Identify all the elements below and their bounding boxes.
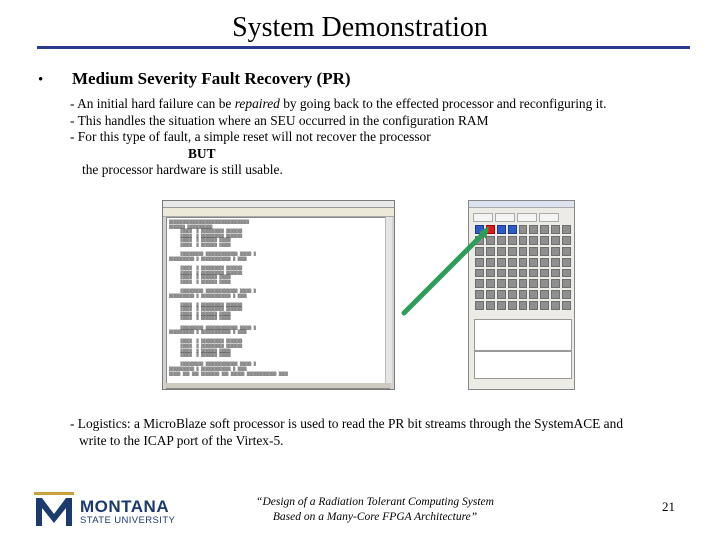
body-line-5: the processor hardware is still usable. <box>82 162 283 178</box>
slide-title: System Demonstration <box>232 12 488 43</box>
arrow-shaft <box>404 231 486 313</box>
footer-line-1: “Design of a Radiation Tolerant Computing System <box>256 496 494 508</box>
logo-subtitle: STATE UNIVERSITY <box>80 515 176 526</box>
logo-wordmark: MONTANA <box>80 497 170 516</box>
logistics-text <box>70 416 690 449</box>
body-line-3: - For this type of fault, a simple reset will not recover the processor <box>70 129 431 145</box>
console-output-image: ▒▒▒▒▒▒▒▒▒▒▒▒▒▒▒▒▒▒▒▒▒▒▒▒▒▒▒▒▒▒▒▒▒▒▒ ▒▒▒▒▒▒▒ ▒▒▒▒▒▒▒▒▒▒▒ ▒▒▒▒▒ ▒ ▒▒▒▒▒▒▒▒▒▒ ▒▒▒▒▒▒▒ ▒▒▒▒▒ ▒ ▒▒▒▒▒▒▒▒▒▒ ▒▒▒▒▒▒▒ ▒▒▒▒▒ ▒ ▒▒▒▒▒▒▒ ▒▒▒▒▒ ▒▒▒▒▒ ▒ ▒▒▒▒▒▒▒ ▒▒▒▒▒ ▒▒▒▒▒▒▒▒▒▒ ▒▒▒▒▒▒▒▒▒▒▒▒▒▒ ▒▒▒▒▒ ▒ ▒▒▒▒▒▒▒▒▒▒▒ ▒ ▒▒▒▒▒▒▒▒▒▒▒▒▒ ▒ ▒▒▒▒ ▒▒▒▒▒ ▒ ▒▒▒▒▒▒▒▒▒▒ ▒▒▒▒▒▒▒ ▒▒▒▒▒ ▒ ▒▒▒▒▒▒▒▒▒▒ ▒▒▒▒▒▒▒ ▒▒▒▒▒ ▒ ▒▒▒▒▒▒▒ ▒▒▒▒▒ ▒▒▒▒▒ ▒ ▒▒▒▒▒▒▒ ▒▒▒▒▒ ▒▒▒▒▒▒▒▒▒▒ ▒▒▒▒▒▒▒▒▒▒▒▒▒▒ ▒▒▒▒▒ ▒ ▒▒▒▒▒▒▒▒▒▒▒ ▒ ▒▒▒▒▒▒▒▒▒▒▒▒▒ ▒ ▒▒▒▒ ▒▒▒▒▒ ▒ ▒▒▒▒▒▒▒▒▒▒ ▒▒▒▒▒▒▒ ▒▒▒▒▒ ▒ ▒▒▒▒▒▒▒▒▒▒ ▒▒▒▒▒▒▒ ▒▒▒▒▒ ▒ ▒▒▒▒▒▒▒ ▒▒▒▒▒ ▒▒▒▒▒ ▒ ▒▒▒▒▒▒▒ ▒▒▒▒▒ ▒▒▒▒▒▒▒▒▒▒ ▒▒▒▒▒▒▒▒▒▒▒▒▒▒ ▒▒▒▒▒ ▒ ▒▒▒▒▒▒▒▒▒▒▒ ▒ ▒▒▒▒▒▒▒▒▒▒▒▒▒ ▒ ▒▒▒▒ ▒▒▒▒▒ ▒ ▒▒▒▒▒▒▒▒▒▒ ▒▒▒▒▒▒▒ ▒▒▒▒▒ ▒ ▒▒▒▒▒▒▒▒▒▒ ▒▒▒▒▒▒▒ ▒▒▒▒▒ ▒ ▒▒▒▒▒▒▒ ▒▒▒▒▒ ▒▒▒▒▒ ▒ ▒▒▒▒▒▒▒ ▒▒▒▒▒ ▒▒▒▒▒▒▒▒▒▒ ▒▒▒▒▒▒▒▒▒▒▒▒▒▒ ▒▒▒▒▒ ▒ ▒▒▒▒▒▒▒▒▒▒▒ ▒ ▒▒▒▒▒▒▒▒▒▒▒▒▒ ▒ ▒▒▒▒ ▒▒▒▒▒ ▒▒▒ ▒▒▒ ▒▒▒▒▒▒▒▒ ▒▒▒ ▒▒▒▒▒▒ ▒▒▒▒▒▒▒▒▒▒▒▒▒ ▒▒▒▒ <box>166 217 390 389</box>
logistics-line-1: - Logistics: a MicroBlaze soft processor is used to read the PR bit streams through the SystemACE and <box>70 416 624 431</box>
body-line-but: BUT <box>188 145 216 161</box>
logistics-line-2: write to the ICAP port of the Virtex-5. <box>79 432 284 448</box>
body-line-1a: - An initial hard failure can be <box>70 96 235 111</box>
footer-citation <box>240 495 510 524</box>
body-line-2: - This handles the situation where an SEU occurred in the configuration RAM <box>70 112 489 128</box>
bullet-heading: Medium Severity Fault Recovery (PR) <box>72 69 351 88</box>
footer-line-2: Based on a Many-Core FPGA Architecture” <box>272 510 478 523</box>
montana-state-logo-icon <box>34 492 74 528</box>
body-line-1b: by going back to the effected processor and reconfiguring it. <box>279 96 607 111</box>
page-number: 21 <box>662 499 675 514</box>
body-line-1-emphasis: repaired <box>234 96 280 111</box>
bullet-marker: • <box>38 72 44 88</box>
